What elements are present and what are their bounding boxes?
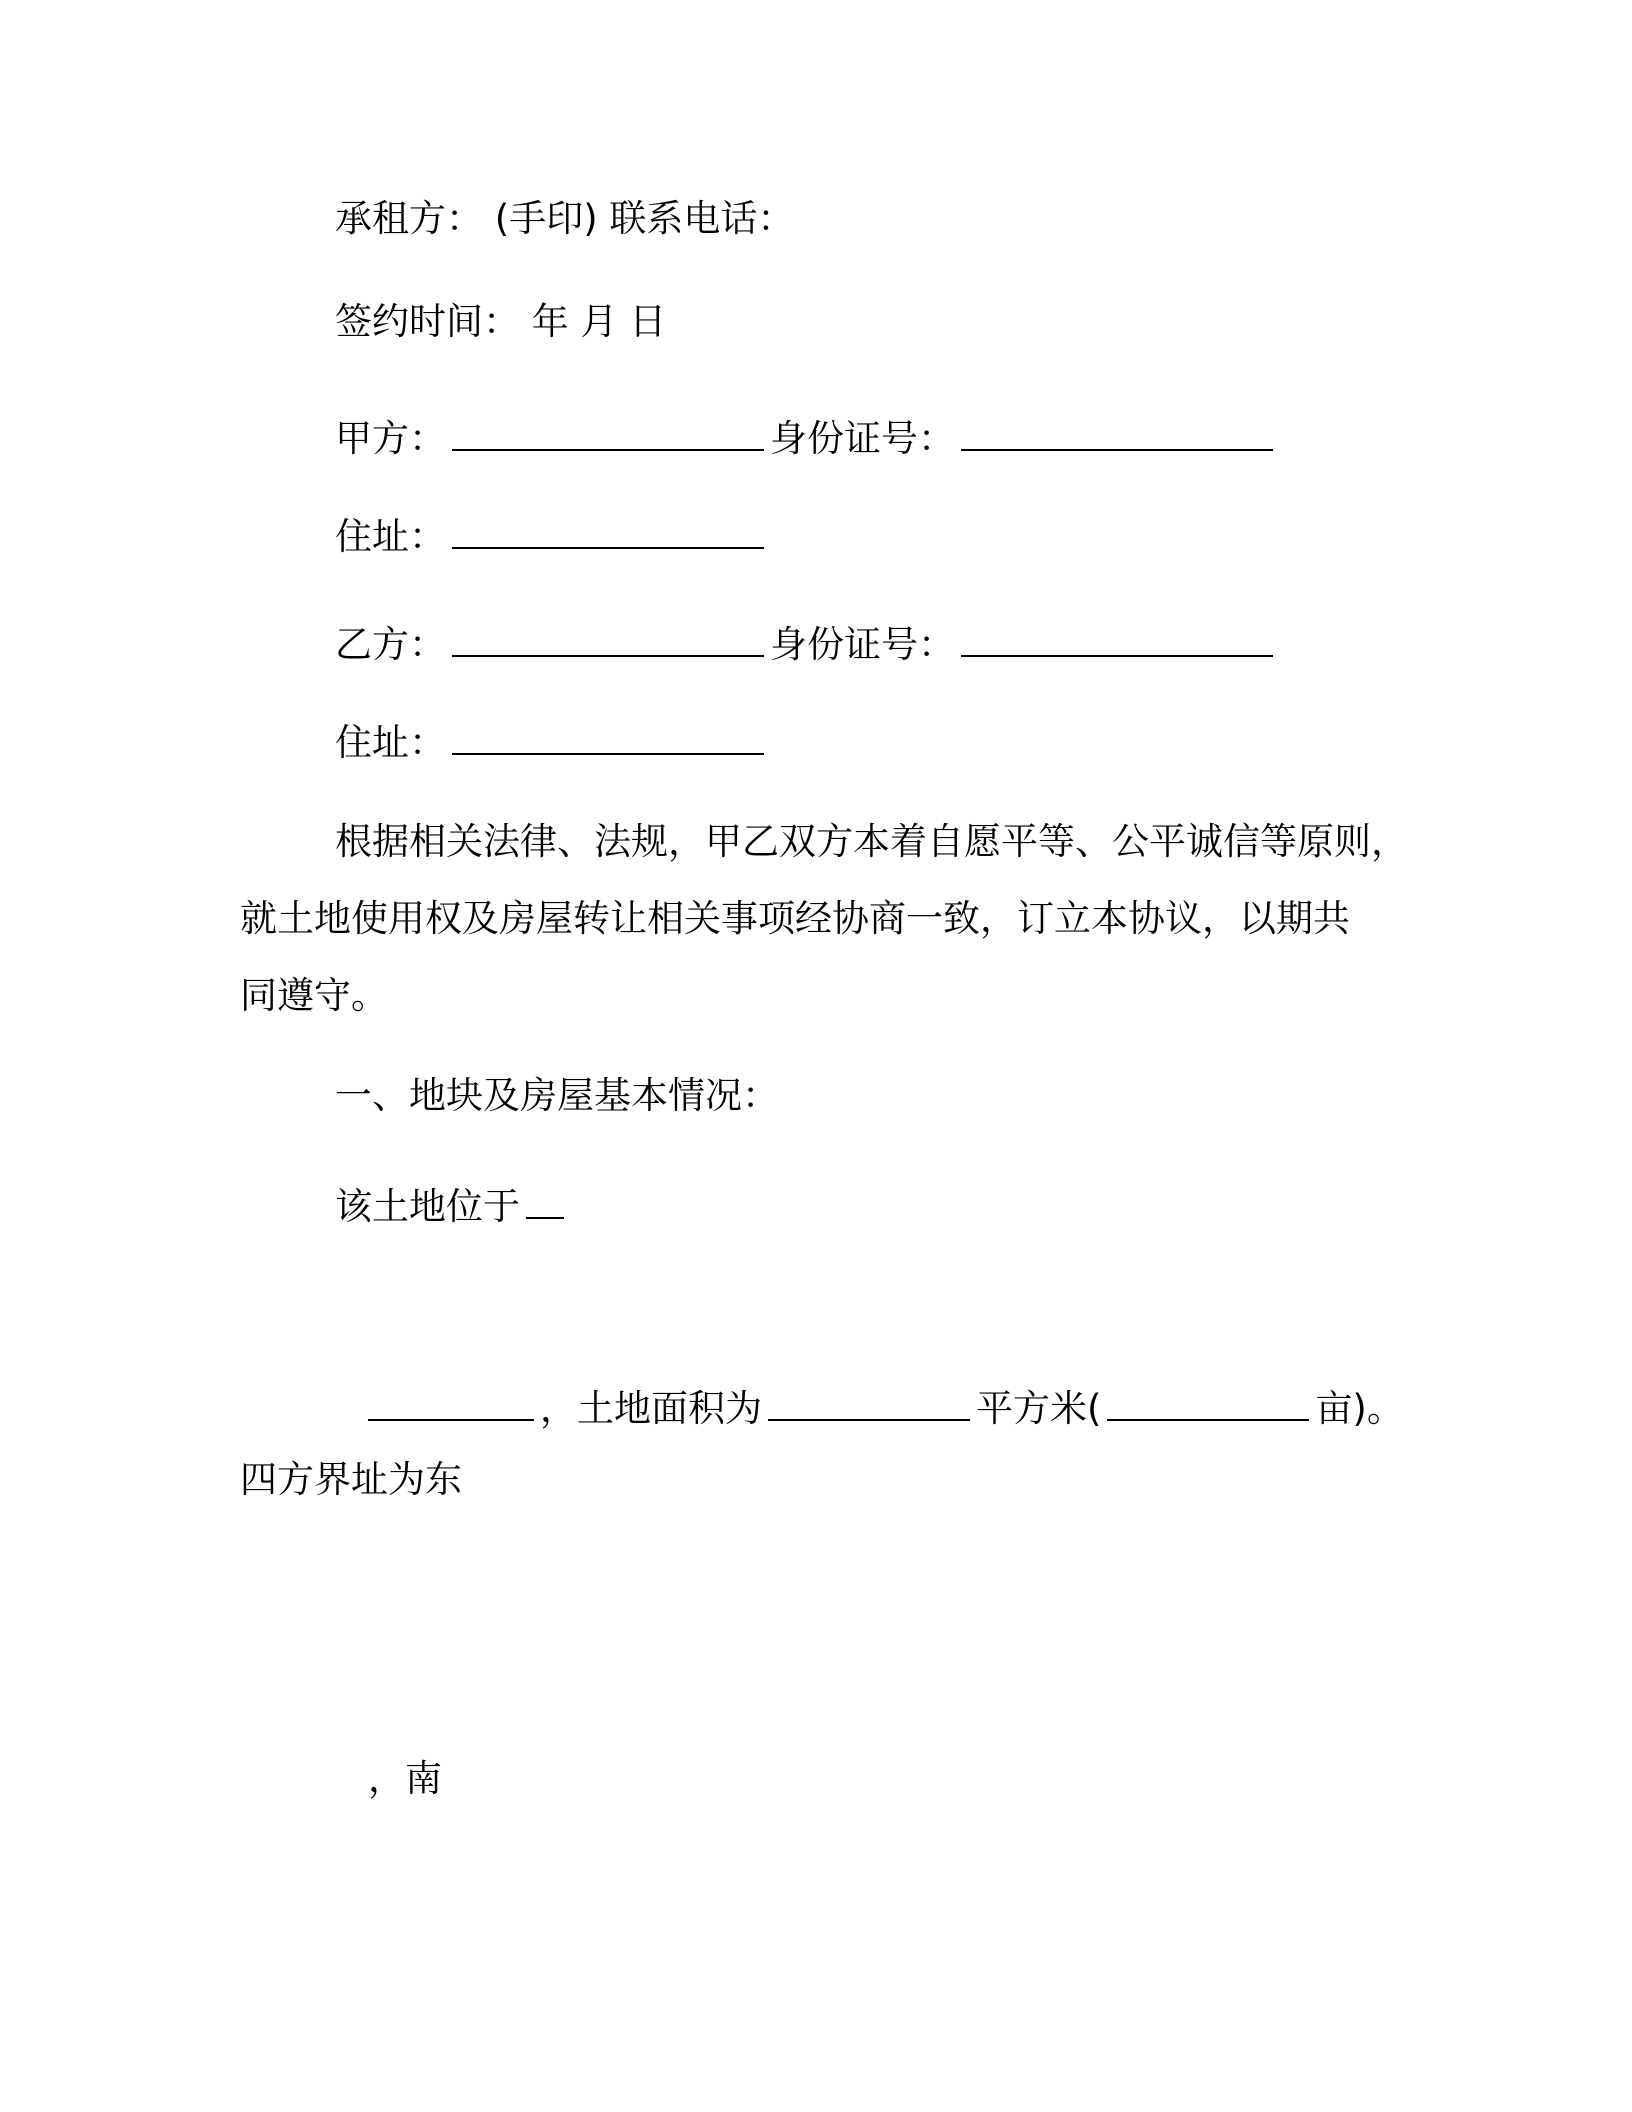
lessee-label: 承租方： [335,197,483,240]
area-line [368,1382,1404,1430]
location-blank[interactable] [526,1180,564,1219]
party-a-id-blank[interactable] [961,412,1273,451]
area-mu-blank[interactable] [1107,1382,1309,1421]
party-a-address-label: 住址： [335,515,446,558]
party-b-address-label: 住址： [335,721,446,764]
party-b-address-line [335,716,770,764]
signing-time-line [335,300,667,343]
signing-year: 年 [531,300,569,343]
boundary-line: 四方界址为东 [240,1458,462,1501]
area-sqm-blank[interactable] [768,1382,970,1421]
phone-label: 联系电话： [609,197,795,240]
preamble-line-1: 根据相关法律、法规，甲乙双方本着自愿平等、公平诚信等原则， [335,820,1408,863]
party-a-address-blank[interactable] [452,510,764,549]
party-a-line [335,412,1279,460]
party-b-line [335,618,1279,666]
area-label: ，土地面积为 [540,1387,762,1430]
party-a-name-blank[interactable] [452,412,764,451]
handprint-label: (手印) [494,197,598,240]
mu-label: 亩)。 [1315,1387,1404,1430]
party-a-id-label: 身份证号： [770,417,955,460]
preamble-line-2: 就土地使用权及房屋转让相关事项经协商一致，订立本协议，以期共 [240,897,1350,940]
signing-month: 月 [580,300,618,343]
party-a-label: 甲方： [335,417,446,460]
signing-time-label: 签约时间： [335,300,520,343]
lessee-line [335,197,795,240]
south-line: ，南 [368,1757,442,1800]
party-b-address-blank[interactable] [452,716,764,755]
section-1-heading: 一、地块及房屋基本情况： [335,1074,779,1117]
party-b-id-label: 身份证号： [770,623,955,666]
signing-day: 日 [629,300,667,343]
located-at-label: 该土地位于 [335,1185,520,1228]
sqm-label: 平方米( [976,1387,1102,1430]
party-b-name-blank[interactable] [452,618,764,657]
party-a-address-line [335,510,770,558]
location-continued-blank[interactable] [368,1382,534,1421]
party-b-id-blank[interactable] [961,618,1273,657]
preamble-line-3: 同遵守。 [240,974,388,1017]
party-b-label: 乙方： [335,623,446,666]
located-at-line [335,1180,570,1228]
